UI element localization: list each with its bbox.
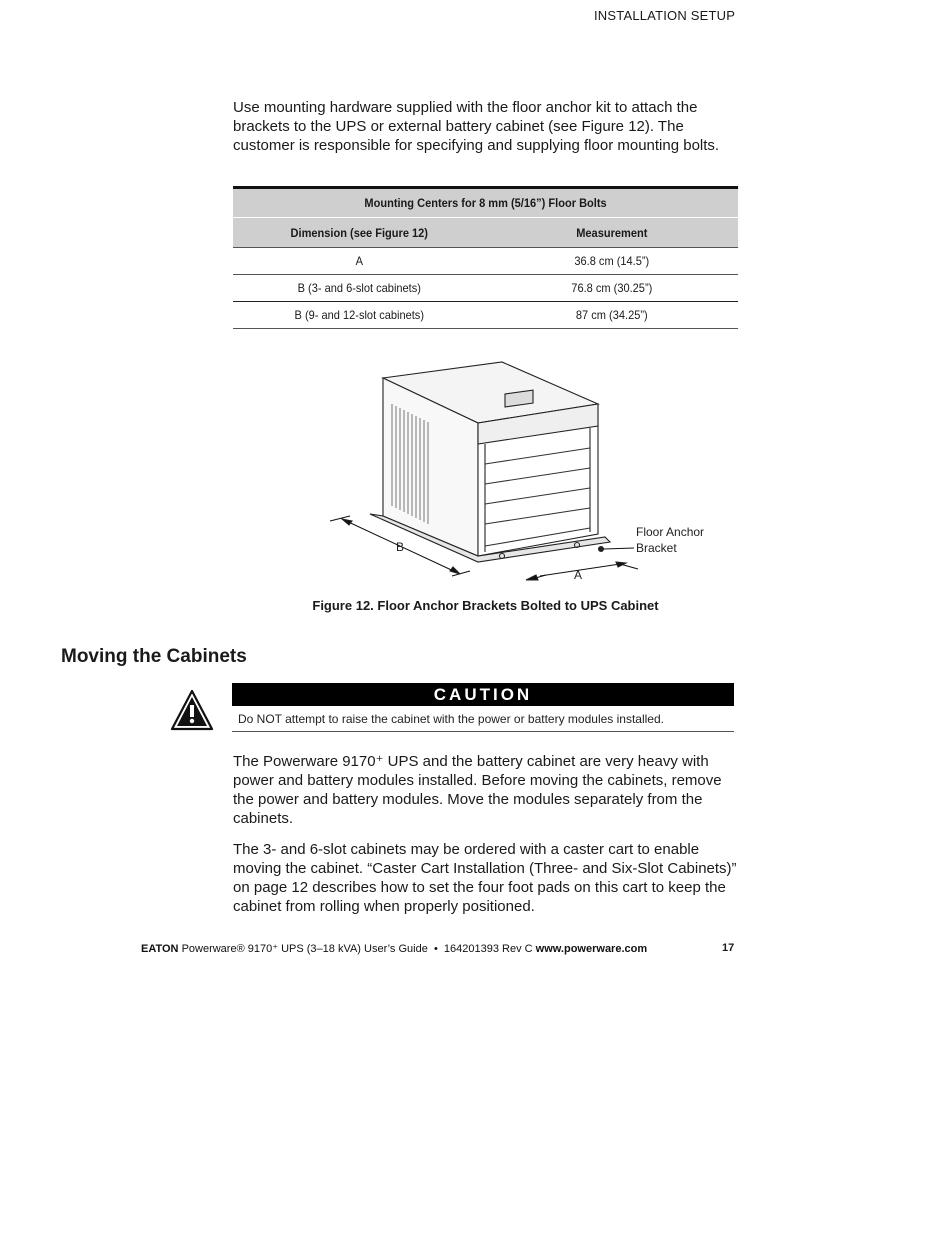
dimension-label-b: B — [396, 540, 405, 554]
table-title-row — [233, 188, 738, 218]
table-header-row — [233, 218, 738, 248]
running-header: INSTALLATION SETUP — [594, 8, 736, 23]
table-row — [233, 302, 738, 329]
warning-triangle-icon — [170, 688, 214, 732]
table-cell-dimension: A — [233, 248, 486, 275]
column-header-measurement: Measurement — [486, 218, 739, 248]
table-cell-measurement: 36.8 cm (14.5”) — [486, 248, 739, 275]
table-title: Mounting Centers for 8 mm (5/16”) Floor Bolts — [233, 188, 738, 218]
page-footer — [141, 942, 647, 955]
caution-message: Do NOT attempt to raise the cabinet with the power or battery modules installed. — [238, 712, 664, 726]
caution-divider — [232, 731, 734, 732]
table-row — [233, 248, 738, 275]
column-header-dimension: Dimension (see Figure 12) — [233, 218, 486, 248]
page-number: 17 — [722, 942, 735, 954]
bracket-label-line2: Bracket — [636, 541, 677, 555]
table-cell-measurement: 76.8 cm (30.25”) — [486, 275, 739, 302]
moving-paragraph-1: The Powerware 9170⁺ UPS and the battery cabinet are very heavy with power and battery modules installed. Before moving the cabinets, remove the power and battery modules. Move the modules separately from the cabinets. — [233, 753, 722, 827]
table-cell-dimension: B (3- and 6-slot cabinets) — [233, 275, 486, 302]
section-heading: Moving the Cabinets — [61, 646, 247, 667]
caution-banner: CAUTION — [232, 683, 734, 706]
footer-doc-number: 164201393 Rev C — [443, 943, 533, 955]
intro-paragraph: Use mounting hardware supplied with the floor anchor kit to attach the brackets to the UPS or external battery cabinet (see Figure 12). The customer is responsible for specifying and supplying floor mounting bolts. — [233, 99, 720, 154]
table-row — [233, 275, 738, 302]
footer-url: www.powerware.com — [535, 943, 648, 955]
table-cell-dimension: B (9- and 12-slot cabinets) — [233, 302, 486, 329]
table-cell-measurement: 87 cm (34.25”) — [486, 302, 739, 329]
moving-paragraph-2: The 3- and 6-slot cabinets may be ordered with a caster cart to enable moving the cabinet. “Caster Cart Installation (Three- and Six-Slot Cabinets)” on page 12 describes how to set the four foot pads on this cart to keep the cabinet from rolling when properly positioned. — [233, 841, 737, 915]
footer-product: Powerware® 9170⁺ UPS (3–18 kVA) User’s Guide — [181, 943, 428, 955]
figure-caption: Figure 12. Floor Anchor Brackets Bolted to UPS Cabinet — [312, 598, 659, 613]
bracket-label-line1: Floor Anchor — [636, 525, 705, 539]
figure-ups-cabinet — [320, 356, 720, 588]
footer-bullet: • — [433, 943, 438, 955]
dimension-label-a: A — [574, 568, 583, 582]
footer-brand: EATON — [141, 943, 179, 955]
mounting-centers-table — [233, 186, 738, 329]
